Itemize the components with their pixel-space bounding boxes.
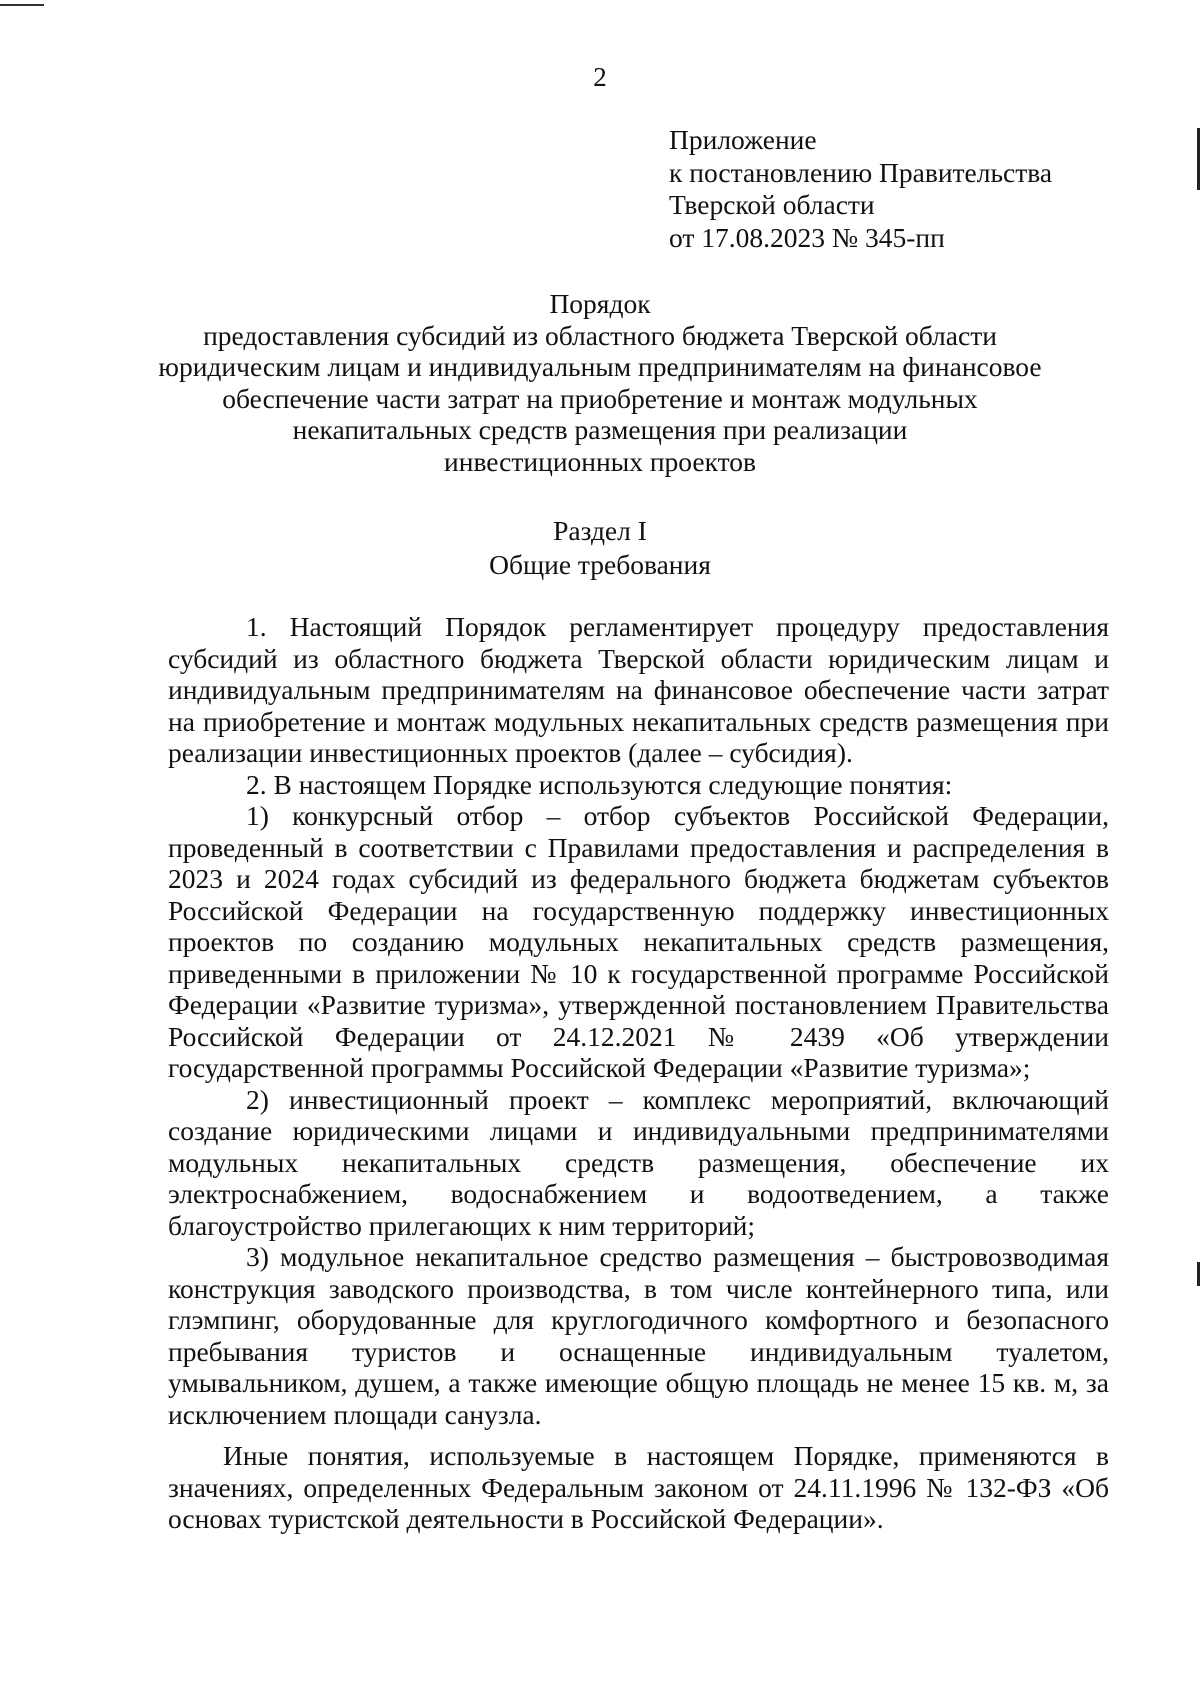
appendix-line: от 17.08.2023 № 345-пп bbox=[669, 221, 945, 253]
document-body bbox=[168, 611, 1109, 1535]
paragraph: 2) инвестиционный проект – комплекс мероприятий, включающий создание юридическими лицами и индивидуальными предпринимателями модульных некапитальных средств размещения, обеспечение их электроснабжением, водоснабжением и водоотведением, а также благоустройство прилегающих к ним территорий; bbox=[168, 1083, 1109, 1241]
title-line: обеспечение части затрат на приобретение и монтаж модульных bbox=[222, 382, 978, 414]
appendix-line: к постановлению Правительства bbox=[669, 156, 1053, 188]
title-line: инвестиционных проектов bbox=[444, 445, 756, 477]
title-line: некапитальных средств размещения при реализации bbox=[292, 414, 908, 445]
title-line: предоставления субсидий из областного бюджета Тверской области bbox=[203, 319, 997, 351]
appendix-line: Тверской области bbox=[669, 189, 875, 220]
paragraph: 1. Настоящий Порядок регламентирует процедуру предоставления субсидий из областного бюджета Тверской области юридическим лицам и индивидуальным предпринимателям на финансовое обеспечение части затрат на приобретение и монтаж модульных некапитальных средств размещения при реализации инвестиционных проектов (далее – субсидия). bbox=[168, 611, 1109, 768]
scan-edge-mark bbox=[0, 4, 44, 6]
page-number: 2 bbox=[593, 62, 607, 92]
section-name: Общие требования bbox=[489, 549, 711, 580]
appendix-header bbox=[669, 124, 1052, 254]
section-number: Раздел I bbox=[553, 515, 647, 546]
appendix-line: Приложение bbox=[669, 124, 817, 155]
paragraph: 1) конкурсный отбор – отбор субъектов Российской Федерации, проведенный в соответствии с Правилами предоставления и распределения в 2023 и 2024 годах субсидий из федерального бюджета бюджетам субъектов Российской Федерации на государственную поддержку инвестиционных проектов по созданию модульных некапитальных средств размещения, приведенными в приложении № 10 к государственной программе Российской Федерации «Развитие туризма», утвержденной постановлением Правительства Российской Федерации от 24.12.2021 № 2439 «Об утверждении государственной программы Российской Федерации «Развитие туризма»; bbox=[168, 800, 1109, 1083]
paragraph: 3) модульное некапитальное средство размещения – быстровозводимая конструкция заводского производства, в том числе контейнерного типа, или глэмпинг, оборудованные для круглогодичного комфортного и безопасного пребывания туристов и оснащенные индивидуальным туалетом, умывальником, душем, а также имеющие общую площадь не менее 15 кв. м, за исключением площади санузла. bbox=[168, 1241, 1109, 1430]
title-line: юридическим лицам и индивидуальным предпринимателям на финансовое bbox=[158, 351, 1042, 382]
title-heading: Порядок bbox=[549, 288, 651, 319]
document-title bbox=[0, 288, 1200, 477]
paragraph: Иные понятия, используемые в настоящем Порядке, применяются в значениях, определенных Федеральным законом от 24.11.1996 № 132-ФЗ «Об основах туристской деятельности в Российской Федерации». bbox=[168, 1440, 1109, 1534]
paragraph: 2. В настоящем Порядке используются следующие понятия: bbox=[246, 768, 953, 800]
section-header bbox=[0, 514, 1200, 582]
